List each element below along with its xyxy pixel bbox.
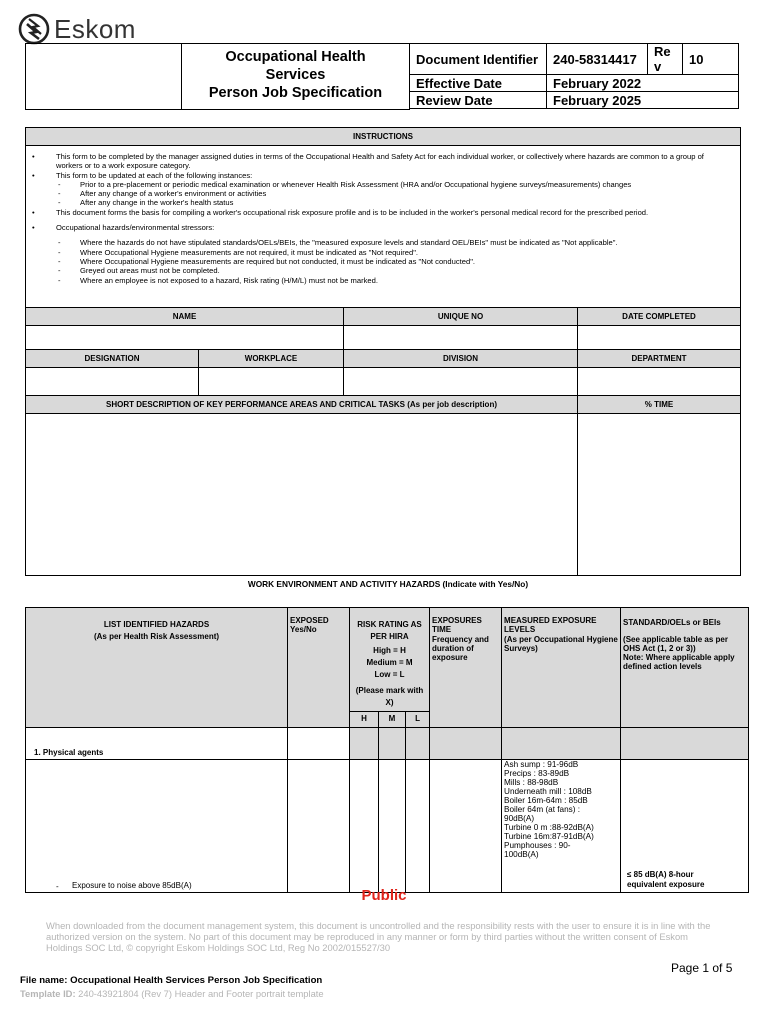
instruction-dash: - After any change in the worker's health status xyxy=(26,198,740,207)
instruction-dash: - Greyed out areas must not be completed. xyxy=(26,266,740,275)
physical-agents-l xyxy=(406,728,430,760)
instruction-dash: - After any change of a worker's environment or activities xyxy=(26,189,740,198)
measured-level-item: Mills : 88-98dB xyxy=(504,778,559,787)
header-info-table xyxy=(409,43,739,109)
pct-time-field[interactable] xyxy=(577,413,741,576)
title-line-2: Services xyxy=(265,67,326,83)
template-id xyxy=(20,988,324,999)
eskom-logo-text: Eskom xyxy=(54,14,136,44)
instruction-dash: - Where the hazards do not have stipulated standards/OELs/BEIs, the "measured exposure levels and standard OEL/BEIs" must be indicated as "Not applicable". xyxy=(26,238,740,247)
col-exposed-title: EXPOSED xyxy=(290,616,329,625)
designation-field[interactable] xyxy=(25,367,199,396)
instruction-bullet: • This document forms the basis for compiling a worker's occupational risk exposure profile and is to be included in the worker's personal medical record for the prescribed period. xyxy=(26,208,740,217)
classification-label: Public xyxy=(361,887,407,904)
physical-agents-h xyxy=(350,728,379,760)
hazards-table xyxy=(25,607,749,893)
rev-label: Re v xyxy=(648,44,683,75)
rev-value: 10 xyxy=(683,44,739,75)
pct-time-header: % TIME xyxy=(577,395,741,414)
noise-exposure-time[interactable] xyxy=(430,760,502,893)
col-risk-title: RISK RATING AS PER HIRA xyxy=(357,620,422,641)
name-field[interactable] xyxy=(25,325,344,350)
hazards-section-title: WORK ENVIRONMENT AND ACTIVITY HAZARDS (Indicate with Yes/No) xyxy=(247,579,529,589)
workplace-field[interactable] xyxy=(198,367,344,396)
risk-h-header: H xyxy=(350,712,379,728)
review-date-label: Review Date xyxy=(410,92,547,109)
col-standard-header xyxy=(621,608,749,728)
col-hazards-title: LIST IDENTIFIED HAZARDS xyxy=(103,620,210,629)
noise-hazard-cell xyxy=(26,760,288,893)
measured-level-item: Boiler 16m-64m : 85dB xyxy=(504,796,588,805)
instruction-dash: - Where an employee is not exposed to a hazard, Risk rating (H/M/L) must not be marked. xyxy=(26,276,740,285)
col-exposed-header xyxy=(288,608,350,728)
noise-standard xyxy=(621,760,749,893)
col-measured-title: MEASURED EXPOSURE LEVELS xyxy=(504,616,597,634)
title-line-3: Person Job Specification xyxy=(208,85,383,101)
col-measured-header xyxy=(502,608,621,728)
noise-measured-levels xyxy=(502,760,621,893)
measured-level-item: Precips : 83-89dB xyxy=(504,769,570,778)
noise-exposed-field[interactable] xyxy=(288,760,350,893)
risk-l-header: L xyxy=(406,712,430,728)
instruction-dash: - Prior to a pre-placement or periodic medical examination or whenever Health Risk Assessment (HRA and/or Occupational hygiene surveys/measurements) changes xyxy=(26,180,740,189)
physical-agents-time xyxy=(430,728,502,760)
col-risk-high: High = H xyxy=(373,646,406,655)
title-line-1: Occupational Health xyxy=(225,49,366,65)
instruction-bullet: • Occupational hazards/environmental stressors: xyxy=(26,223,740,232)
effective-date-label: Effective Date xyxy=(410,75,547,92)
kpa-header: SHORT DESCRIPTION OF KEY PERFORMANCE AREAS AND CRITICAL TASKS (As per job description) xyxy=(25,395,578,414)
physical-agents-label: 1. Physical agents xyxy=(26,728,288,760)
name-header: NAME xyxy=(25,307,344,326)
header-title-cell xyxy=(181,43,410,110)
effective-date-value: February 2022 xyxy=(547,75,739,92)
instruction-dash: - Where Occupational Hygiene measurements are not required, it must be indicated as "Not required". xyxy=(26,248,740,257)
kpa-field[interactable] xyxy=(25,413,578,576)
eskom-logo-icon xyxy=(18,12,50,46)
noise-risk-h[interactable] xyxy=(350,760,379,893)
unique-no-field[interactable] xyxy=(343,325,578,350)
col-hazards-subtitle: (As per Health Risk Assessment) xyxy=(93,632,220,641)
measured-level-item: 100dB(A) xyxy=(504,850,539,859)
col-risk-low: Low = L xyxy=(374,670,405,679)
doc-id-label: Document Identifier xyxy=(410,44,547,75)
col-exposure-time-title: EXPOSURES TIME xyxy=(432,616,482,634)
physical-agents-standard xyxy=(621,728,749,760)
instruction-bullet: • This form to be completed by the manager assigned duties in terms of the Occupational Health and Safety Act for each individual worker, or collectively where hazards are common to a group of workers or to a work exposure category. xyxy=(26,152,740,171)
measured-level-item: Pumphouses : 90- xyxy=(504,841,571,850)
noise-risk-l[interactable] xyxy=(406,760,430,893)
measured-level-item: Turbine 16m:87-91dB(A) xyxy=(504,832,594,841)
division-header: DIVISION xyxy=(343,349,578,368)
footer-disclaimer: When downloaded from the document management system, this document is uncontrolled and the responsibility rests with the user to ensure it is in line with the authorized version on the system. No part of this document may be reproduced in any manner or form by third parties without the written consent of Eskom Holdings SOC Ltd, © copyright Eskom Holdings SOC Ltd, Reg No 2002/015527/30 xyxy=(46,920,711,953)
template-id-label: Template ID: xyxy=(20,988,76,999)
col-exposure-time-subtitle: Frequency and duration of exposure xyxy=(432,635,489,662)
measured-level-item: 90dB(A) xyxy=(504,814,535,823)
date-completed-header: DATE COMPLETED xyxy=(577,307,741,326)
col-standard-note: Note: Where applicable apply defined action levels xyxy=(623,653,735,671)
risk-m-header: M xyxy=(379,712,406,728)
instruction-bullet: • This form to be updated at each of the following instances: xyxy=(26,171,740,180)
department-header: DEPARTMENT xyxy=(577,349,741,368)
file-name: File name: Occupational Health Services Person Job Specification xyxy=(20,975,323,986)
template-id-value: 240-43921804 (Rev 7) Header and Footer portrait template xyxy=(75,988,324,999)
noise-standard-line-2: equivalent exposure xyxy=(627,880,705,889)
measured-level-item: Underneath mill : 108dB xyxy=(504,787,592,796)
measured-level-item: Turbine 0 m :88-92dB(A) xyxy=(504,823,594,832)
doc-id-value: 240-58314417 xyxy=(547,44,648,75)
col-measured-subtitle: (As per Occupational Hygiene Surveys) xyxy=(504,635,618,653)
page-number: Page 1 of 5 xyxy=(671,961,733,975)
noise-dash: - xyxy=(56,882,59,891)
instructions-body xyxy=(25,145,741,308)
physical-agents-measured xyxy=(502,728,621,760)
physical-agents-exposed xyxy=(288,728,350,760)
col-risk-medium: Medium = M xyxy=(366,658,413,667)
date-completed-field[interactable] xyxy=(577,325,741,350)
physical-agents-m xyxy=(379,728,406,760)
measured-levels-list xyxy=(504,760,618,859)
noise-standard-line-1: ≤ 85 dB(A) 8-hour xyxy=(627,870,694,879)
col-risk-header xyxy=(350,608,430,712)
noise-risk-m[interactable] xyxy=(379,760,406,893)
designation-header: DESIGNATION xyxy=(25,349,199,368)
instruction-dash: - Where Occupational Hygiene measurements are required but not conducted, it must be indicated as "Not conducted". xyxy=(26,257,740,266)
division-field[interactable] xyxy=(343,367,578,396)
measured-level-item: Boiler 64m (at fans) : xyxy=(504,805,581,814)
noise-hazard-label: Exposure to noise above 85dB(A) xyxy=(72,881,192,890)
col-hazards-header xyxy=(26,608,288,728)
col-risk-note: (Please mark with X) xyxy=(355,686,424,707)
col-standard-title: STANDARD/OELs or BEIs xyxy=(623,618,721,627)
measured-level-item: Ash sump : 91-96dB xyxy=(504,760,579,769)
review-date-value: February 2025 xyxy=(547,92,739,109)
department-field[interactable] xyxy=(577,367,741,396)
unique-no-header: UNIQUE NO xyxy=(343,307,578,326)
col-exposure-time-header xyxy=(430,608,502,728)
workplace-header: WORKPLACE xyxy=(198,349,344,368)
header-left-cell xyxy=(25,43,182,110)
col-exposed-subtitle: Yes/No xyxy=(290,625,317,634)
col-standard-subtitle: (See applicable table as per OHS Act (1, 2 or 3)) xyxy=(623,635,728,653)
instructions-title: INSTRUCTIONS xyxy=(25,127,741,146)
